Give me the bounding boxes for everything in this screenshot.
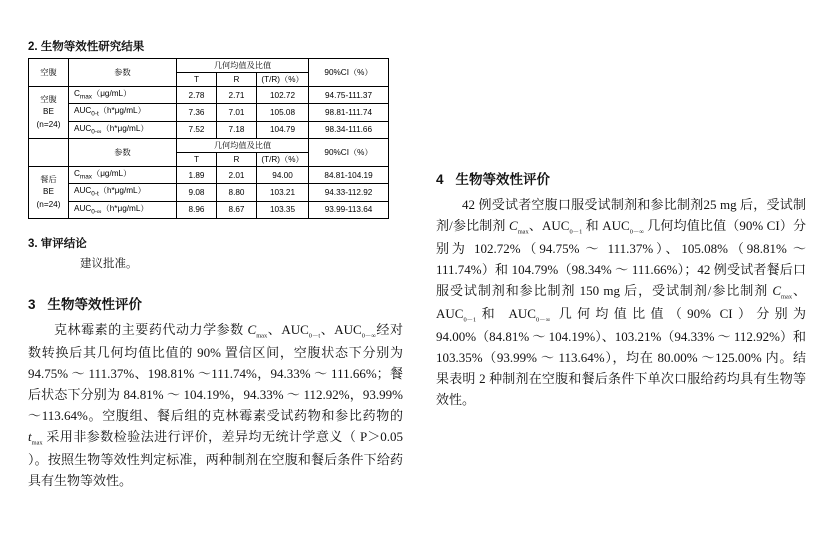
cell-ci: 94.75-111.37 [309,87,389,104]
group-line: 餐后 [40,175,57,185]
param-unit: （μg/mL） [92,89,132,99]
header-tr-2: (T/R)（%） [257,153,309,167]
text-run: 和 AUC [476,306,536,322]
cell-param [69,87,177,104]
param-base: AUC [74,203,92,213]
cell-tr: 94.00 [257,167,309,184]
cell-t: 2.78 [177,87,217,104]
param-unit: （μg/mL） [92,169,132,179]
header-ci: 90%CI（%） [309,59,389,87]
cell-t: 9.08 [177,184,217,201]
text-run: 几何均值比值（90% CI）分别为 102.72%（94.75% ～ 111.37%）、105.08%（98.81% ～ 111.74%）和 104.79%（98.34% ～ 111.66%）；42 例受试者餐后口服受试制剂和参比制剂 150 mg 后，受试制剂/参比制剂 [436,218,806,299]
param-base: C [74,89,80,99]
text-run: t [28,429,32,445]
text-run: 和 AUC [582,218,630,234]
cell-ci: 84.81-104.19 [309,167,389,184]
header-param-2: 参数 [69,138,177,166]
param-sub: max [79,93,92,101]
table-row [29,104,389,121]
cell-tr: 102.72 [257,87,309,104]
header-param: 参数 [69,59,177,87]
cell-tr: 103.35 [257,201,309,218]
cell-r: 7.18 [217,121,257,138]
text-run: 采用非参数检验法进行评价，差异均无统计学意义（ P＞0.05 ）。按照生物等效性判定标准，两种制剂在空腹和餐后条件下给药具有生物等效性。 [28,429,403,489]
table-header-row-1 [29,59,389,73]
paragraph-4-body [436,194,806,410]
right-column [436,168,806,410]
cell-t: 8.96 [177,201,217,218]
cell-ci: 93.99-113.64 [309,201,389,218]
group-line: (n=24) [36,119,61,129]
section-3-note: 建议批准。 [80,257,138,270]
param-unit: （h*μg/mL） [98,186,146,196]
table-row [29,201,389,218]
cell-t: 7.52 [177,121,217,138]
text-run: AUC [334,321,362,337]
param-base: C [74,169,80,179]
text-run: 0－1 [569,228,583,236]
text-run: max [256,332,268,340]
text-run: 0－∞ [535,316,551,324]
text-run: 42 例受试者空腹口服受试制剂和参比制剂25 mg 后，受试制剂/参比制剂 [436,197,806,234]
text-run: 、AUC [528,218,570,234]
heading-3-text: 生物等效性评价 [47,296,143,312]
group-label-fed [29,167,69,219]
header-r-2: R [217,153,257,167]
cell-ci: 98.81-111.74 [309,104,389,121]
text-run: 、AUC [436,283,806,322]
group-line: BE [43,107,54,117]
text-run: 0－∞ [629,228,644,236]
cell-t: 7.36 [177,104,217,121]
cell-tr: 105.08 [257,104,309,121]
section-3-title: 3. 审评结论 [28,237,87,250]
cell-r: 8.80 [217,184,257,201]
text-run: 经对数转换后其几何均值比值的 90% 置信区间，空腹状态下分别为 94.75% ～ 111.37%、198.81% ～111.74%，94.33% ～ 111.66%；餐后状态下分别为 84.81% ～ 104.19%，94.33% ～ 112.92%，93.99% ～113.64%。空腹组、餐后组的克林霉素受试药物和参比药物的 [28,321,403,424]
cell-r: 2.71 [217,87,257,104]
text-run: 0－t [308,332,321,340]
param-sub: 0-∞ [91,128,102,136]
param-unit: （h*μg/mL） [101,123,149,133]
text-run: 0－∞ [361,332,376,340]
text-run: max [781,293,793,301]
group-label-fasting [29,87,69,139]
cell-param [69,201,177,218]
cell-ci: 94.33-112.92 [309,184,389,201]
group-line: 空腹 [40,95,57,105]
cell-param [69,104,177,121]
heading-3-number: 3 [28,296,36,312]
text-run: max [31,439,43,447]
text-run: 克林霉素的主要药代动力学参数 [54,321,248,337]
table-row [29,167,389,184]
cell-r: 2.01 [217,167,257,184]
param-base: AUC [74,106,92,116]
param-sub: 0-∞ [91,208,102,216]
param-base: AUC [74,186,92,196]
group-line: BE [43,187,54,197]
param-sub: 0-t [91,191,99,199]
cell-param [69,121,177,138]
header-geo-mean-ratio-2: 几何均值及比值 [177,138,309,152]
param-unit: （h*μg/mL） [98,106,146,116]
param-sub: 0-t [91,111,99,119]
header-t-2: T [177,153,217,167]
table-row [29,121,389,138]
cell-param [69,184,177,201]
cell-ci: 98.34-111.66 [309,121,389,138]
section-2-title: 2. 生物等效性研究结果 [28,41,145,53]
text-run: 、AUC [267,321,309,337]
text-run: C [247,321,257,337]
heading-4 [436,168,806,188]
heading-3 [28,293,403,313]
text-run: 、 [320,321,335,337]
left-column [28,38,403,491]
text-run: C [509,218,518,234]
text-run: max [517,228,529,236]
bioequivalence-results-table [28,58,389,219]
header-tr: (T/R)（%） [257,73,309,87]
table-subheader-row-1 [29,138,389,152]
table-row [29,87,389,104]
header-fed-corner [29,138,69,166]
cell-tr: 104.79 [257,121,309,138]
cell-r: 8.67 [217,201,257,218]
cell-r: 7.01 [217,104,257,121]
table-row [29,184,389,201]
text-run: C [772,283,782,299]
text-run: 几何均值比值（90% CI）分别为 94.00%（84.81% ～ 104.19%）、103.21%（94.33% ～ 112.92%）和 103.35%（93.99% ～ 113.64%），均在 80.00% ～125.00% 内。结果表明 2 种制剂在空腹和餐后条件下单次口服给药均具有生物等效性。 [436,306,806,408]
cell-param [69,167,177,184]
param-sub: max [79,173,92,181]
heading-4-number: 4 [436,172,444,187]
cell-tr: 103.21 [257,184,309,201]
header-fasting-corner: 空腹 [29,59,69,87]
group-line: (n=24) [36,199,61,209]
param-base: AUC [74,123,92,133]
heading-4-text: 生物等效性评价 [455,172,551,187]
header-geo-mean-ratio: 几何均值及比值 [177,59,309,73]
header-t: T [177,73,217,87]
param-unit: （h*μg/mL） [101,203,149,213]
cell-t: 1.89 [177,167,217,184]
text-run: 0－1 [463,316,477,324]
header-ci-2: 90%CI（%） [309,138,389,166]
paragraph-3-body [28,319,403,491]
header-r: R [217,73,257,87]
